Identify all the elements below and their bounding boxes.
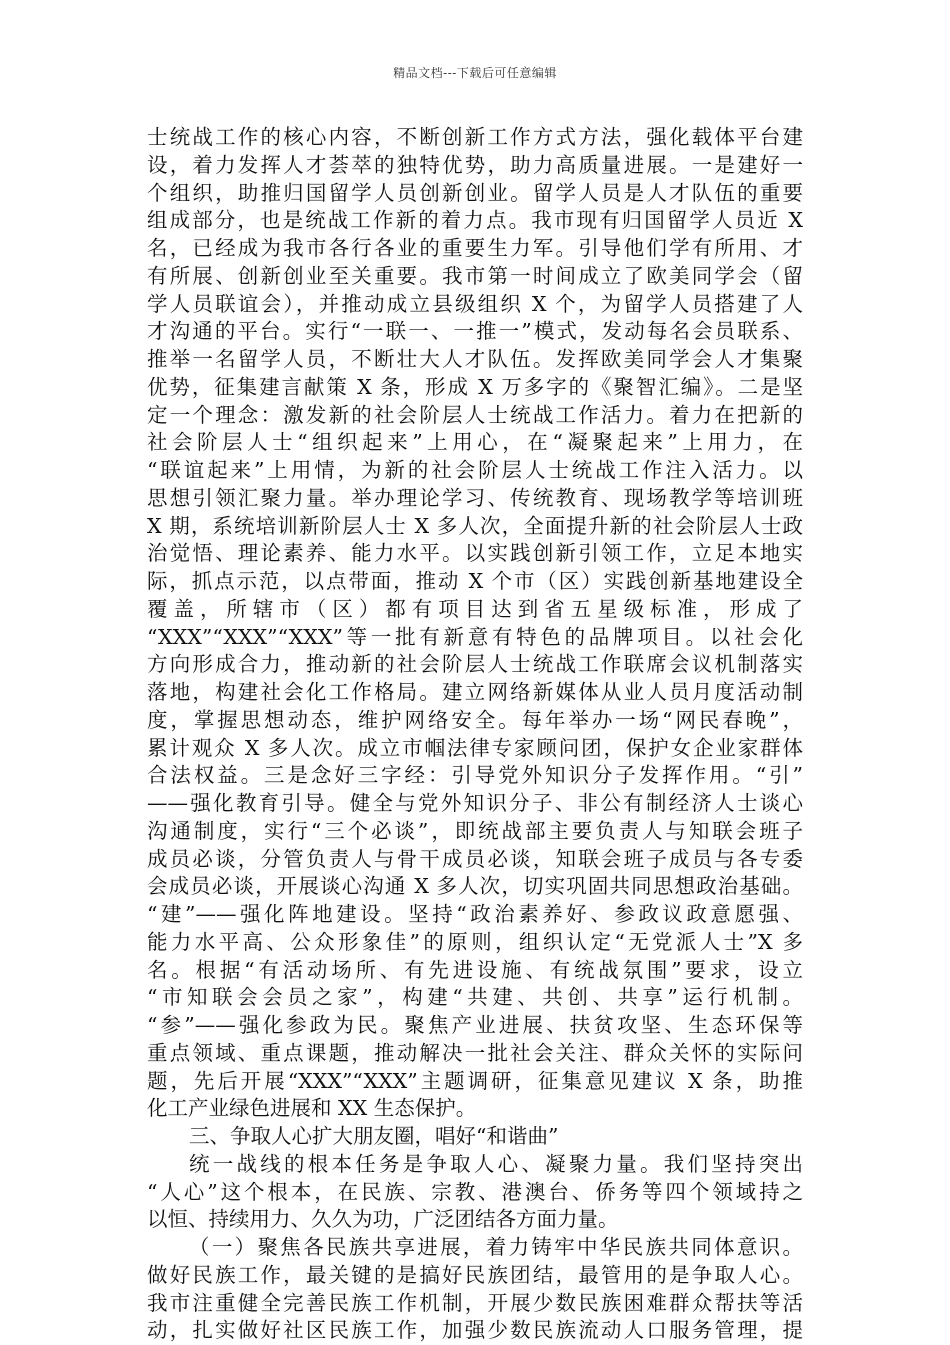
- text-line: 定一个理念：激发新的社会阶层人士统战工作活力。着力在把新的: [147, 402, 803, 427]
- text-line: 合法权益。三是念好三字经：引导党外知识分子发挥作用。“引”: [147, 763, 803, 788]
- text-line: 统一战线的根本任务是争取人心、凝聚力量。我们坚持突出: [189, 1151, 803, 1176]
- text-line: 题，先后开展“XXX”“XXX”主题调研，征集意见建议 X 条，助推: [147, 1068, 803, 1093]
- text-line: 动，扎实做好社区民族工作，加强少数民族流动人口服务管理，提: [147, 1318, 803, 1343]
- text-line: 覆盖，所辖市（区）都有项目达到省五星级标准，形成了: [147, 596, 803, 621]
- text-line: 会成员必谈，开展谈心沟通 X 多人次，切实巩固共同思想政治基础。: [147, 874, 803, 899]
- text-line: 度，掌握思想动态，维护网络安全。每年举办一场“网民春晚”，: [147, 707, 803, 732]
- text-line: 优势，征集建言献策 X 条，形成 X 万多字的《聚智汇编》。二是坚: [147, 374, 803, 399]
- text-line: 推举一名留学人员，不断壮大人才队伍。发挥欧美同学会人才集聚: [147, 347, 803, 371]
- text-line: 思想引领汇聚力量。举办理论学习、传统教育、现场教学等培训班: [147, 485, 803, 510]
- text-line: 重点领域、重点课题，推动解决一批社会关注、群众关怀的实际问: [147, 1040, 803, 1065]
- text-line: ——强化教育引导。健全与党外知识分子、非公有制经济人士谈心: [147, 791, 803, 815]
- text-line: 方向形成合力，推动新的社会阶层人士统战工作联席会议机制落实: [147, 652, 803, 677]
- text-line: 落地，构建社会化工作格局。建立网络新媒体从业人员月度活动制: [147, 680, 803, 704]
- text-line: 个组织，助推归国留学人员创新创业。留学人员是人才队伍的重要: [147, 180, 803, 205]
- section-heading: 三、争取人心扩大朋友圈，唱好“和谐曲”: [189, 1124, 559, 1148]
- text-line: “建”——强化阵地建设。坚持“政治素养好、参政议政意愿强、: [147, 902, 803, 926]
- text-line: 化工产业绿色进展和 XX 生态保护。: [147, 1096, 477, 1121]
- page-header: 精品文档---下载后可任意编辑: [393, 66, 557, 80]
- text-line: 才沟通的平台。实行“一联一、一推一”模式，发动每名会员联系、: [147, 319, 803, 344]
- text-line: 做好民族工作，最关键的是搞好民族团结，最管用的是争取人心。: [147, 1262, 803, 1287]
- text-line: “市知联会会员之家”，构建“共建、共创、共享”运行机制。: [147, 985, 803, 1010]
- text-line: 际，抓点示范，以点带面，推动 X 个市（区）实践创新基地建设全: [147, 569, 803, 593]
- text-line: X 期，系统培训新阶层人士 X 多人次，全面提升新的社会阶层人士政: [147, 513, 803, 538]
- text-line: 学人员联谊会），并推动成立县级组织 X 个，为留学人员搭建了人: [147, 291, 803, 316]
- text-line: 名。根据“有活动场所、有先进设施、有统战氛围”要求，设立: [147, 957, 803, 982]
- text-line: 以恒、持续用力、久久为功，广泛团结各方面力量。: [147, 1207, 619, 1232]
- text-line: “XXX”“XXX”“XXX”等一批有新意有特色的品牌项目。以社会化: [147, 624, 803, 649]
- text-line: 名，已经成为我市各行各业的重要生力军。引导他们学有所用、才: [147, 236, 803, 260]
- text-line: （一）聚焦各民族共享进展，着力铸牢中华民族共同体意识。: [189, 1235, 803, 1259]
- text-line: 成员必谈，分管负责人与骨干成员必谈，知联会班子成员与各专委: [147, 846, 803, 871]
- text-line: 社会阶层人士“组织起来”上用心，在“凝聚起来”上用力，在: [147, 430, 803, 455]
- text-line: 能力水平高、公众形象佳”的原则，组织认定“无党派人士”X 多: [147, 929, 803, 954]
- text-line: 组成部分，也是统战工作新的着力点。我市现有归国留学人员近 X: [147, 208, 803, 233]
- text-line: “参”——强化参政为民。聚焦产业进展、扶贫攻坚、生态环保等: [147, 1013, 803, 1037]
- text-line: “联谊起来”上用情，为新的社会阶层人士统战工作注入活力。以: [147, 458, 803, 482]
- text-line: “人心”这个根本，在民族、宗教、港澳台、侨务等四个领域持之: [147, 1179, 803, 1204]
- text-line: 治觉悟、理论素养、能力水平。以实践创新引领工作，立足本地实: [147, 541, 803, 566]
- text-line: 累计观众 X 多人次。成立市帼法律专家顾问团，保护女企业家群体: [147, 735, 803, 760]
- text-line: 我市注重健全完善民族工作机制，开展少数民族困难群众帮扶等活: [147, 1290, 803, 1315]
- text-line: 有所展、创新创业至关重要。我市第一时间成立了欧美同学会（留: [147, 263, 803, 288]
- text-line: 设，着力发挥人才荟萃的独特优势，助力高质量进展。一是建好一: [147, 152, 803, 177]
- text-line: 士统战工作的核心内容，不断创新工作方式方法，强化载体平台建: [147, 125, 803, 149]
- document-body: [147, 124, 803, 1345]
- text-line: 沟通制度，实行“三个必谈”，即统战部主要负责人与知联会班子: [147, 818, 803, 843]
